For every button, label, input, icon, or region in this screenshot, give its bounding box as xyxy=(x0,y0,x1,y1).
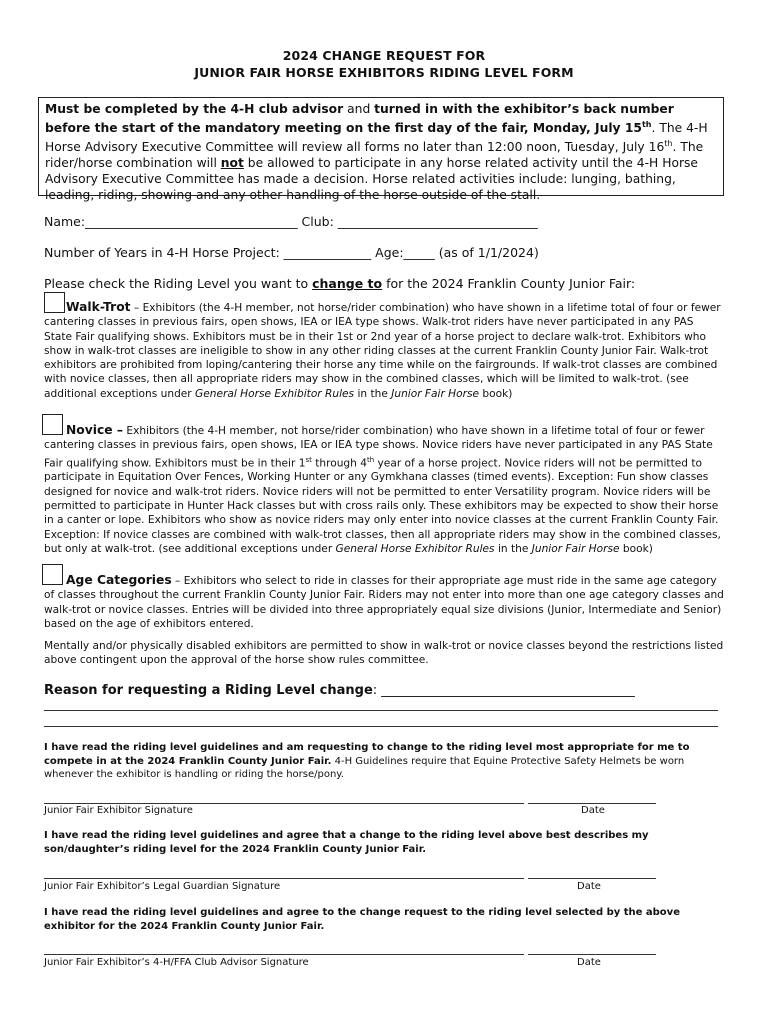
novice-text-5: book) xyxy=(619,542,653,555)
guardian-date-label: Date xyxy=(577,881,601,892)
exhibitor-declaration xyxy=(44,741,724,782)
novice-text-1: Exhibitors (the 4-H member, not horse/rider combination) who have shown in a lifetime total of four or fewer cantering classes in previous fairs, open shows, IEA or IEA type shows. Novice riders have never participated in any PAS State Fair qualifying show. Exhibitors must be in their 1 xyxy=(44,425,713,470)
walk-trot-text-3: book) xyxy=(479,387,513,400)
notice-bold-1: Must be completed by the 4-H club advisor xyxy=(45,102,344,116)
riding-level-instruction xyxy=(44,276,635,291)
novice-text-2: through 4 xyxy=(311,457,367,470)
walk-trot-option xyxy=(44,300,724,401)
notice-sup-1: th xyxy=(641,120,652,129)
guardian-date-line[interactable] xyxy=(528,878,656,879)
form-title-line1: 2024 CHANGE REQUEST FOR xyxy=(282,48,486,63)
disabled-exhibitors-note: Mentally and/or physically disabled exhibitors are permitted to show in walk-trot or novice classes beyond the restrictions listed above contingent upon the approval of the horse show rules committee. xyxy=(44,640,724,667)
walk-trot-italic-1: General Horse Exhibitor Rules xyxy=(195,387,355,400)
exhibitor-signature-line[interactable] xyxy=(44,803,524,804)
novice-italic-1: General Horse Exhibitor Rules xyxy=(335,542,495,555)
declaration-1-bold: I have read the riding level guidelines and am requesting to change to the riding level most appropriate for me to compete in at the 2024 Franklin County Junior Fair. xyxy=(44,742,690,767)
declaration-1-plain: 4-H Guidelines require that Equine Protective Safety Helmets be worn whenever the exhibitor is handling or riding the horse/pony. xyxy=(44,755,685,780)
advisor-signature-line[interactable] xyxy=(44,954,524,955)
walk-trot-label: Walk-Trot xyxy=(66,300,131,314)
exhibitor-date-label: Date xyxy=(581,805,605,816)
instruction-pre: Please check the Riding Level you want to xyxy=(44,276,313,291)
advisor-signature-label: Junior Fair Exhibitor’s 4-H/FFA Club Advisor Signature xyxy=(44,957,309,968)
notice-and: and xyxy=(343,102,375,116)
guardian-signature-label: Junior Fair Exhibitor’s Legal Guardian Signature xyxy=(44,881,281,892)
years-age-field-line[interactable]: Number of Years in 4-H Horse Project: ______________ Age:_____ (as of 1/1/2024) xyxy=(44,245,539,260)
reason-label[interactable] xyxy=(44,683,635,698)
exhibitor-signature-label: Junior Fair Exhibitor Signature xyxy=(44,805,193,816)
novice-option xyxy=(44,423,724,556)
advisor-date-line[interactable] xyxy=(528,954,656,955)
form-title-line2: JUNIOR FAIR HORSE EXHIBITORS RIDING LEVEL FORM xyxy=(194,65,574,80)
age-categories-option xyxy=(44,573,724,631)
reason-blank-line-2[interactable] xyxy=(44,710,718,711)
declaration-2-bold: I have read the riding level guidelines and agree that a change to the riding level above best describes my son/daughter’s riding level for the 2024 Franklin County Junior Fair. xyxy=(44,830,649,855)
name-club-field-line[interactable]: Name:__________________________________ Club: ________________________________ xyxy=(44,214,538,229)
advisor-declaration xyxy=(44,906,724,933)
guardian-signature-line[interactable] xyxy=(44,878,524,879)
instruction-change-to: change to xyxy=(312,276,383,291)
notice-sup-2: th xyxy=(664,139,673,149)
novice-sup-1: st xyxy=(305,455,312,464)
instruction-post: for the 2024 Franklin County Junior Fair: xyxy=(382,276,636,291)
instructions-notice-box xyxy=(38,97,724,203)
declaration-3-bold: I have read the riding level guidelines and agree to the change request to the riding level selected by the above exhibitor for the 2024 Franklin County Junior Fair. xyxy=(44,907,680,932)
notice-bold-2: turned in with the exhibitor’s back number before the start of the mandatory meeting on the first day of the fair, Monday, July 15 xyxy=(45,102,674,136)
novice-italic-2: Junior Fair Horse xyxy=(531,542,620,555)
notice-text-2: . The rider/horse combination will xyxy=(45,140,704,171)
reason-blank-line-3[interactable] xyxy=(44,726,718,727)
notice-text-1: . The 4-H Horse Advisory Executive Committee will review all forms no later than 12:00 noon, Tuesday, July 16 xyxy=(45,121,708,155)
notice-text-3: be allowed to participate in any horse related activity until the 4-H Horse Advisory Executive Committee has made a decision. Horse related activities include: lunging, bathing, leading, riding, showing and any other handling of the horse outside of the stall. xyxy=(45,156,698,203)
walk-trot-text-1: – Exhibitors (the 4-H member, not horse/rider combination) who have shown in a lifetime total of four or fewer cantering classes in previous fairs, open shows, IEA or IEA type shows. Walk-trot riders have never participated in any PAS State Fair qualifying shows. Exhibitors must be in their 1st or 2nd year of a horse project to declare walk-trot. Exhibitors who show in walk-trot classes are ineligible to show in any other riding classes at the current Franklin County Junior Fair. Walk-trot exhibitors are prohibited from loping/cantering their horse any time while on the fairgrounds. If walk-trot classes are combined with novice classes, then all appropriate riders may show in the combined classes, which will be limited to walk-trot. (see additional exceptions under xyxy=(44,302,721,400)
reason-first-blank: : _______________________________________ xyxy=(372,683,635,698)
notice-not-emphasis: not xyxy=(220,156,244,171)
advisor-date-label: Date xyxy=(577,957,601,968)
reason-label-text: Reason for requesting a Riding Level change xyxy=(44,683,373,698)
walk-trot-text-2: in the xyxy=(354,387,392,400)
age-categories-label: Age Categories xyxy=(66,573,172,587)
guardian-declaration xyxy=(44,829,724,856)
walk-trot-italic-2: Junior Fair Horse xyxy=(391,387,480,400)
novice-text-4: in the xyxy=(494,542,532,555)
exhibitor-date-line[interactable] xyxy=(528,803,656,804)
age-categories-text: – Exhibitors who select to ride in classes for their appropriate age must ride in the same age category of classes throughout the current Franklin County Junior Fair. Riders may not enter into more than one age category classes and walk-trot or novice classes. Entries will be divided into three appropriately equal size divisions (Junior, Intermediate and Senior) based on the age of exhibitors entered. xyxy=(44,575,724,630)
novice-sup-2: th xyxy=(366,455,375,464)
novice-label: Novice – xyxy=(66,423,124,437)
novice-text-3: year of a horse project. Novice riders will not be permitted to participate in Equitation Over Fences, Working Hunter or any Gymkhana classes (timed events). Exception: Fun show classes designed for novice and walk-trot riders. Novice riders will not be permitted to enter Versatility program. Novice riders will be permitted to participate in Hunter Hack classes but with cross rails only. These exhibitors may be expected to show their horse in a canter or lope. Exhibitors who show as novice riders may only enter into novice classes at the current Franklin County Fair. Exception: If novice classes are combined with walk-trot classes, then all appropriate riders may show in the combined classes, but only at walk-trot. (see additional exceptions under xyxy=(44,457,721,555)
